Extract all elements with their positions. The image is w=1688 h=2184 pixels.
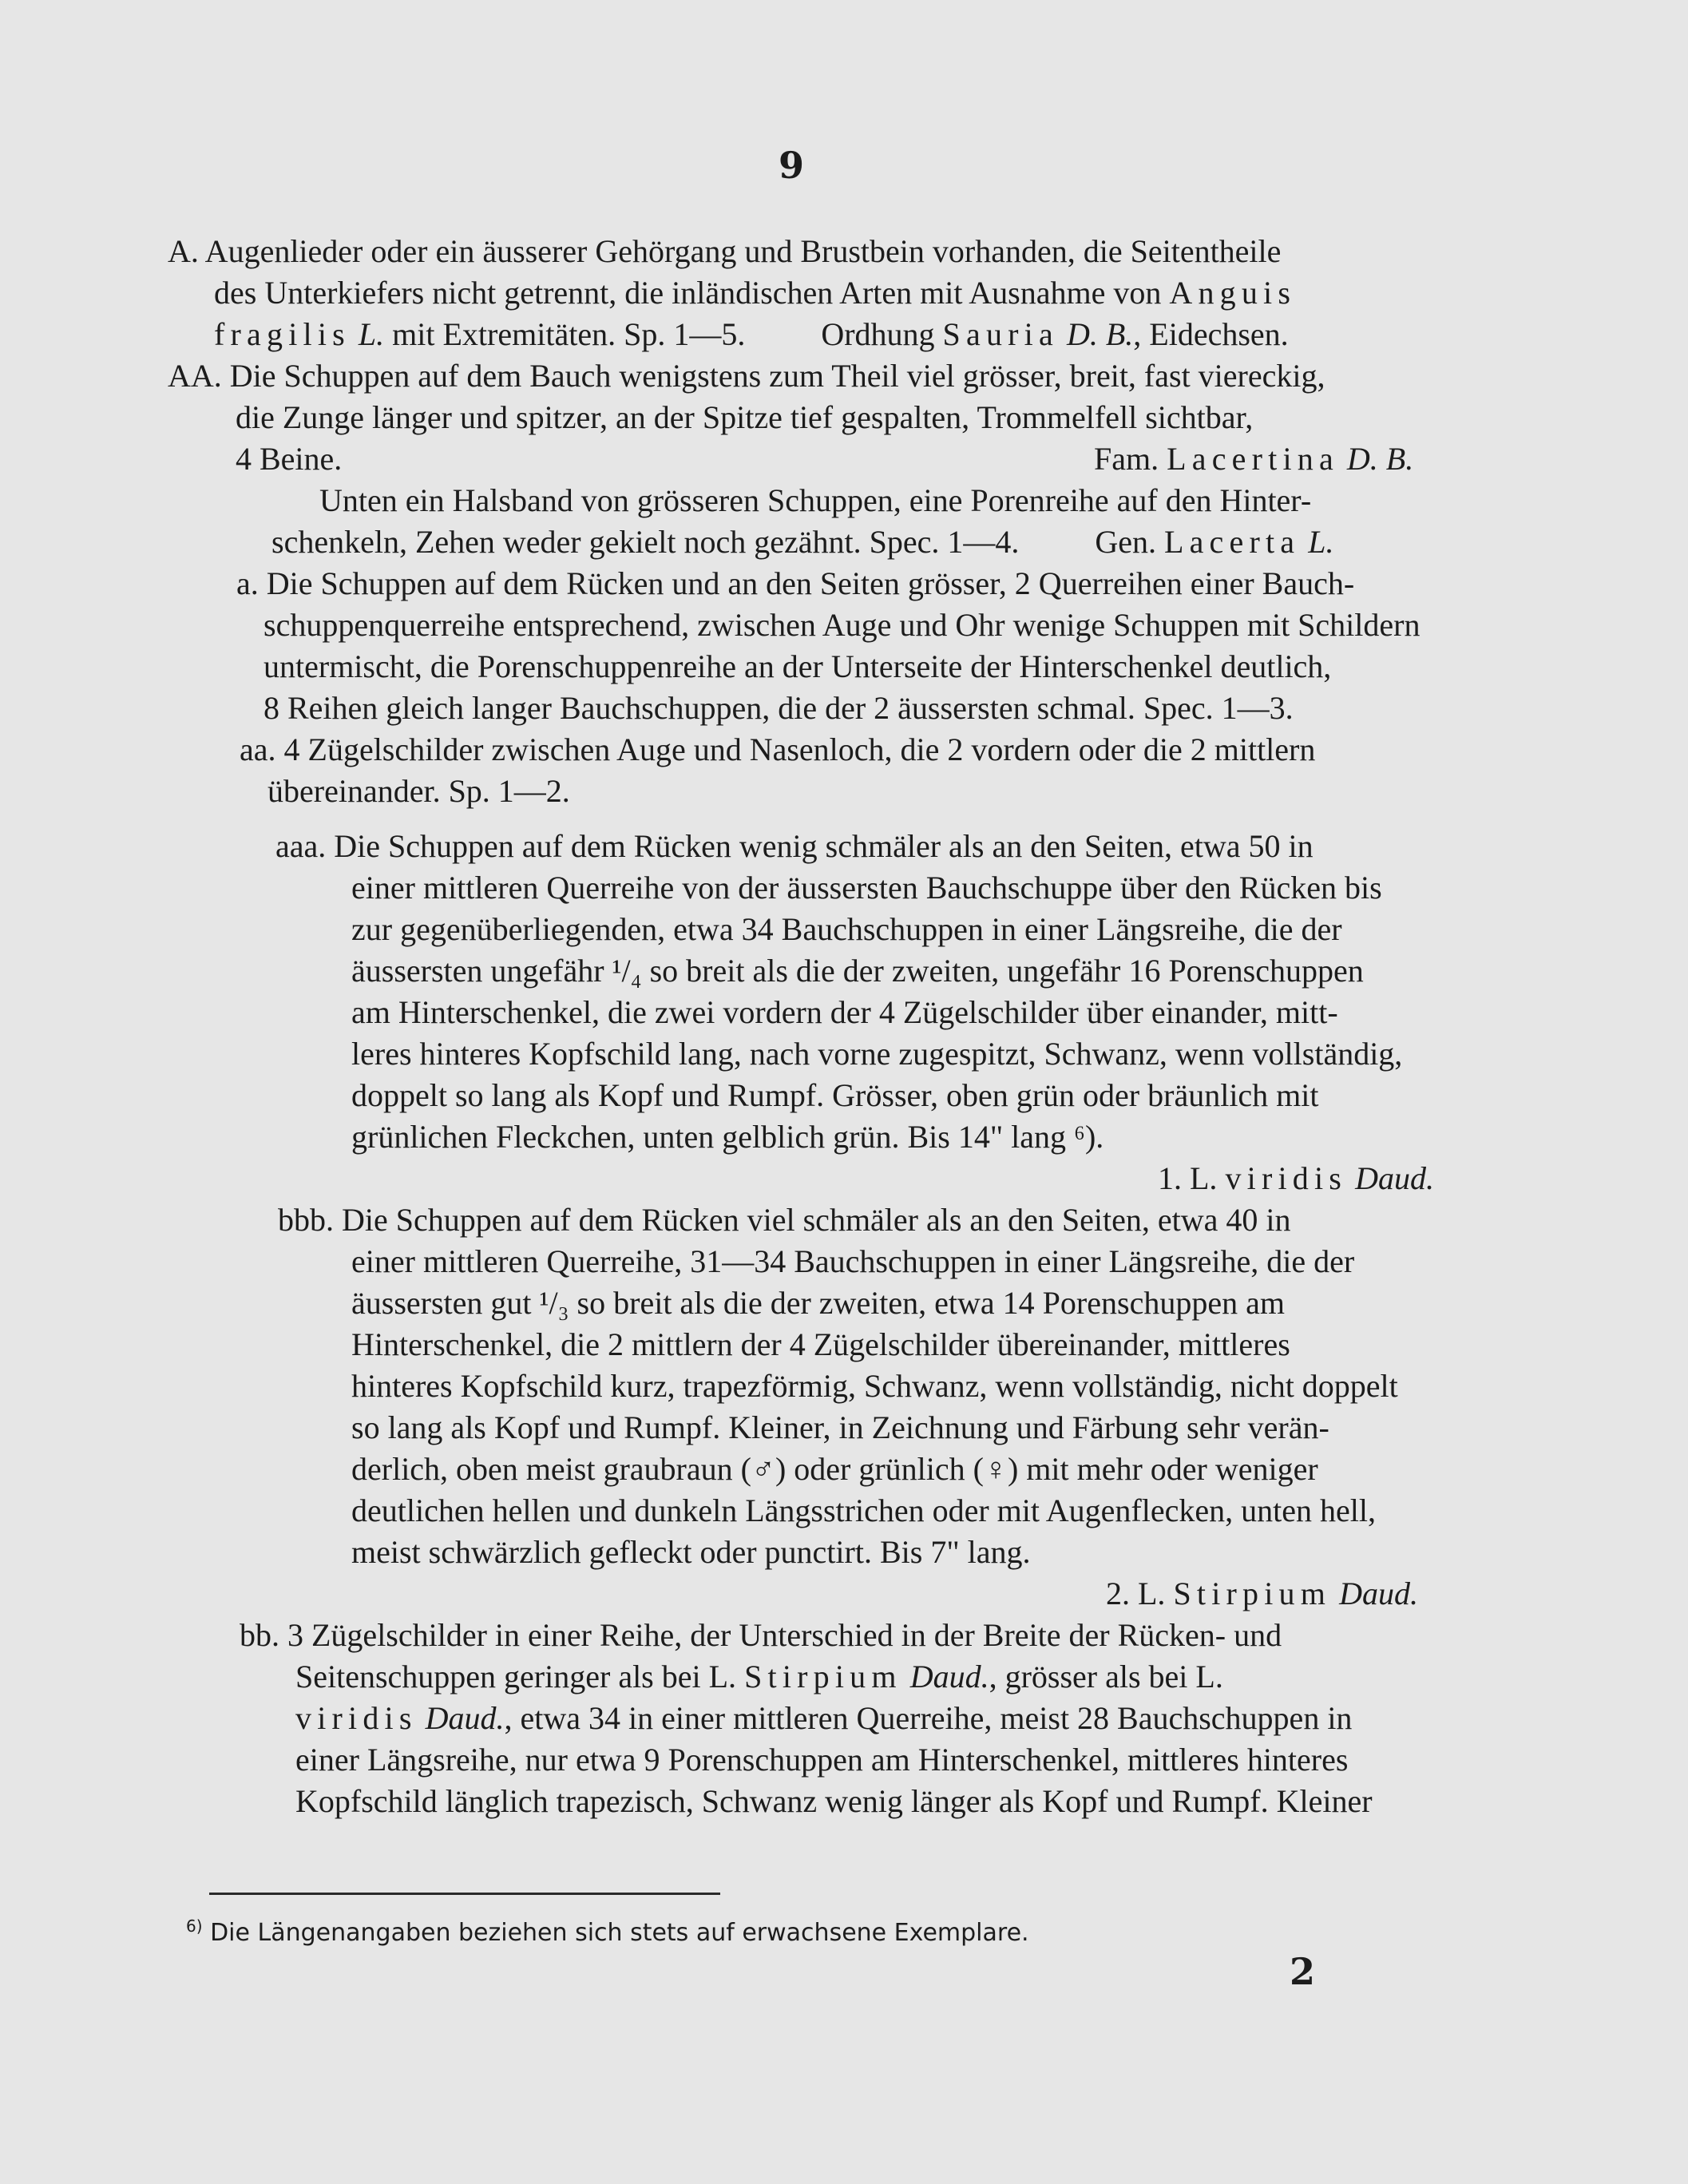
footnote [186,1916,1029,1947]
text-line: übereinander. Sp. 1—2. [267,773,570,809]
text-line: Seitenschuppen geringer als bei L. Stirpium Daud., grösser als bei L. [295,1659,1223,1694]
text-line: 4 Beine. [236,441,343,477]
species-name: 1. L. viridis Daud. [1158,1160,1434,1196]
text-line: meist schwärzlich gefleckt oder punctirt. Bis 7" lang. [351,1534,1031,1570]
text-line: einer Längsreihe, nur etwa 9 Porenschuppen am Hinterschenkel, mittleres hinteres [295,1742,1349,1778]
text-line: viridis Daud., etwa 34 in einer mittleren Querreihe, meist 28 Bauchschuppen in [295,1700,1353,1736]
text-line: Hinterschenkel, die 2 mittlern der 4 Zügelschilder übereinander, mittleres [351,1326,1290,1362]
signature-mark: 2 [1290,1950,1316,1993]
text-line: bbb. Die Schuppen auf dem Rücken viel schmäler als an den Seiten, etwa 40 in [278,1202,1291,1238]
text-line: am Hinterschenkel, die zwei vordern der 4 Zügelschilder über einander, mitt- [351,994,1338,1030]
text-line: grünlichen Fleckchen, unten gelblich grün. Bis 14" lang ⁶). [351,1119,1104,1155]
text-line: schuppenquerreihe entsprechend, zwischen Auge und Ohr wenige Schuppen mit Schildern [264,607,1421,643]
text-line: zur gegenüberliegenden, etwa 34 Bauchschuppen in einer Längsreihe, die der [351,911,1342,947]
text-line: aaa. Die Schuppen auf dem Rücken wenig schmäler als an den Seiten, etwa 50 in [275,828,1314,864]
text-line: hinteres Kopfschild kurz, trapezförmig, Schwanz, wenn vollständig, nicht doppelt [351,1368,1398,1404]
text-line: Kopfschild länglich trapezisch, Schwanz wenig länger als Kopf und Rumpf. Kleiner [295,1783,1373,1819]
text-line: schenkeln, Zehen weder gekielt noch gezähnt. Spec. 1—4. Gen. Lacerta L. [271,524,1334,560]
text-line: des Unterkiefers nicht getrennt, die inländischen Arten mit Ausnahme von Anguis [214,275,1297,311]
species-name: 2. L. Stirpium Daud. [1106,1576,1418,1611]
text-line: derlich, oben meist graubraun (♂) oder grünlich (♀) mit mehr oder weniger [351,1451,1318,1487]
text-line: doppelt so lang als Kopf und Rumpf. Grösser, oben grün oder bräunlich mit [351,1077,1319,1113]
text-line: einer mittleren Querreihe von der äussersten Bauchschuppe über den Rücken bis [351,870,1382,906]
text-line: bb. 3 Zügelschilder in einer Reihe, der Unterschied in der Breite der Rücken- und [240,1617,1282,1653]
page-number: 9 [779,144,805,187]
text-line: 8 Reihen gleich langer Bauchschuppen, die der 2 äussersten schmal. Spec. 1—3. [264,690,1294,726]
footnote-text: Die Längenangaben beziehen sich stets auf erwachsene Exemplare. [210,1919,1029,1947]
text-line: leres hinteres Kopfschild lang, nach vorne zugespitzt, Schwanz, wenn vollständig, [351,1036,1403,1072]
text-line: AA. Die Schuppen auf dem Bauch wenigstens zum Theil viel grösser, breit, fast viereckig, [168,358,1325,394]
text-line: einer mittleren Querreihe, 31—34 Bauchschuppen in einer Längsreihe, die der [351,1243,1355,1279]
text-line: aa. 4 Zügelschilder zwischen Auge und Nasenloch, die 2 vordern oder die 2 mittlern [240,731,1316,767]
text-line: A. Augenlieder oder ein äusserer Gehörgang und Brustbein vorhanden, die Seitentheile [168,233,1282,269]
text-line: untermischt, die Porenschuppenreihe an der Unterseite der Hinterschenkel deutlich, [264,648,1332,684]
text-line: so lang als Kopf und Rumpf. Kleiner, in Zeichnung und Färbung sehr verän- [351,1409,1329,1445]
text-line: Unten ein Halsband von grösseren Schuppen, eine Porenreihe auf den Hinter- [319,482,1312,518]
text-line: äussersten ungefähr ¹/₄ so breit als die der zweiten, ungefähr 16 Porenschuppen [351,953,1364,989]
text-line: deutlichen hellen und dunkeln Längsstrichen oder mit Augenflecken, unten hell, [351,1492,1376,1528]
text-line: die Zunge länger und spitzer, an der Spitze tief gespalten, Trommelfell sichtbar, [236,399,1254,435]
text-line: a. Die Schuppen auf dem Rücken und an den Seiten grösser, 2 Querreihen einer Bauch- [236,565,1355,601]
text-line: Fam. Lacertina D. B. [1094,441,1414,477]
text-line: fragilis L. mit Extremitäten. Sp. 1—5. Ordhung Sauria D. B., Eidechsen. [214,316,1289,352]
footnote-rule [209,1893,720,1895]
text-line: äussersten gut ¹/₃ so breit als die der zweiten, etwa 14 Porenschuppen am [351,1285,1285,1321]
footnote-mark: 6) [186,1916,203,1936]
